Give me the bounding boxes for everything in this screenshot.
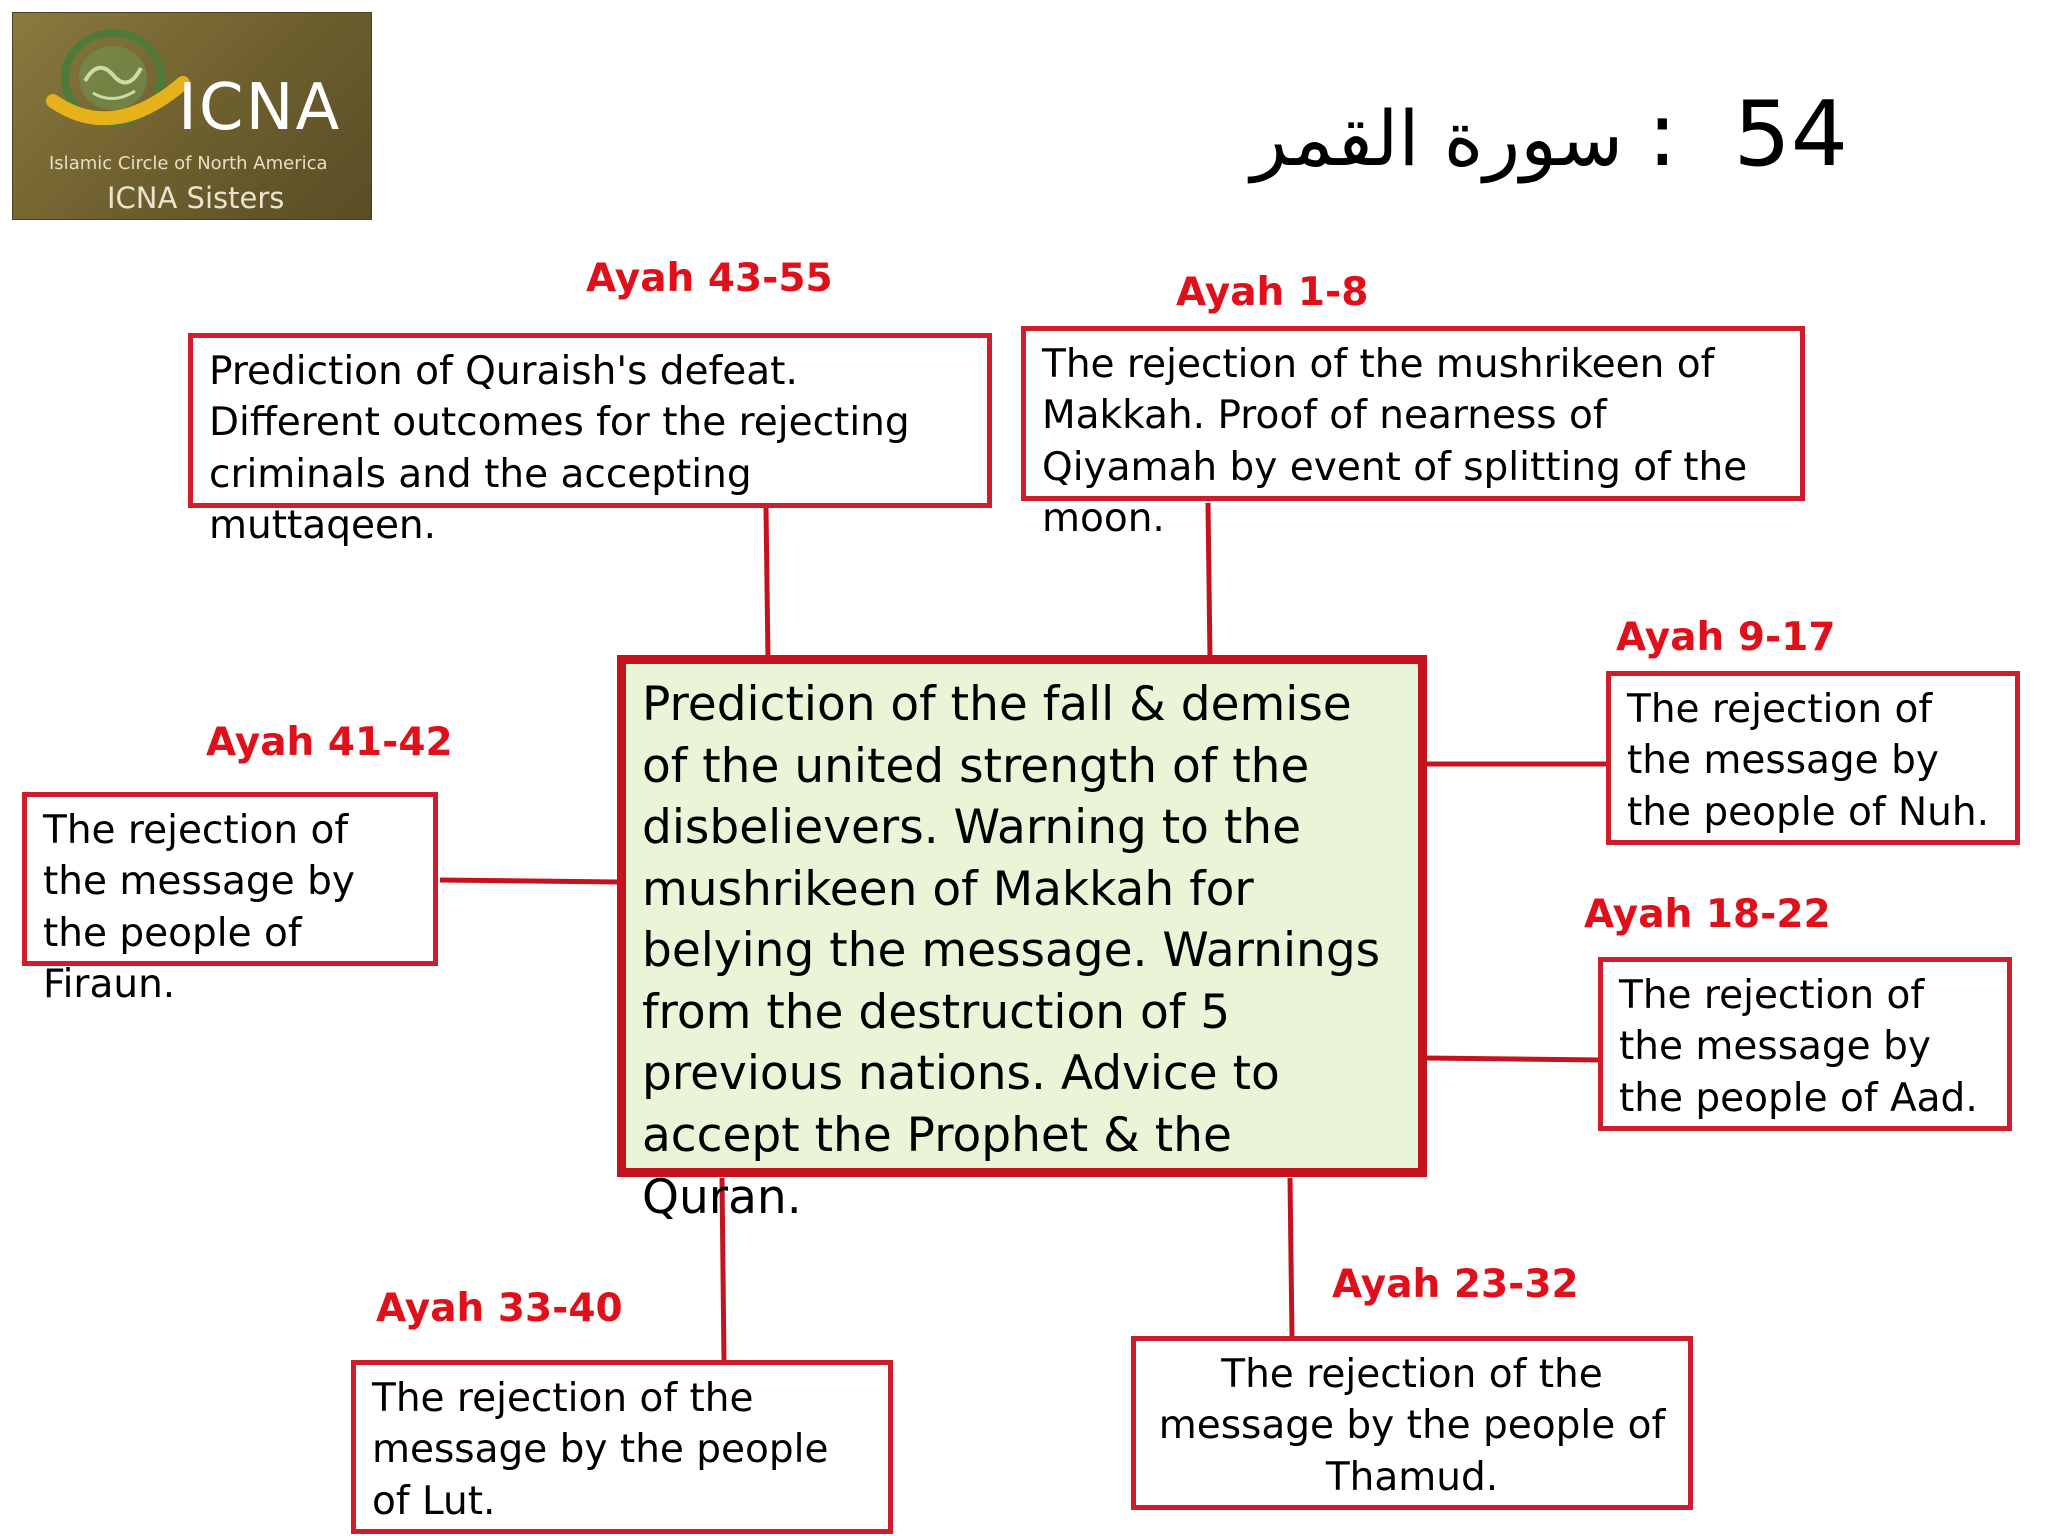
ayah-label-23-32: Ayah 23-32 xyxy=(1332,1262,1579,1307)
section-box-41-42 xyxy=(22,792,438,1008)
section-text-41-42: The rejection of the message by the people of Firaun. xyxy=(43,808,355,1008)
connector-1-8 xyxy=(1208,503,1210,660)
section-text-23-32: The rejection of the message by the people of Thamud. xyxy=(1158,1352,1666,1500)
surah-name: سورة القمر xyxy=(1250,94,1624,183)
section-box-18-22 xyxy=(1598,957,2012,1131)
section-box-1-8 xyxy=(1021,326,1805,542)
logo-caption: ICNA Sisters xyxy=(107,181,285,215)
logo-subtitle: Islamic Circle of North America xyxy=(49,153,328,174)
ayah-label-1-8: Ayah 1-8 xyxy=(1176,270,1369,315)
ayah-label-18-22: Ayah 18-22 xyxy=(1584,892,1831,937)
section-box-23-32 xyxy=(1131,1336,1693,1510)
connector-43-55 xyxy=(766,508,768,660)
section-box-33-40 xyxy=(351,1360,893,1534)
connector-18-22 xyxy=(1425,1058,1602,1060)
ayah-label-9-17: Ayah 9-17 xyxy=(1616,615,1836,660)
connector-23-32 xyxy=(1290,1178,1292,1338)
section-text-1-8: The rejection of the mushrikeen of Makkah. Proof of nearness of Qiyamah by event of splitting of the moon. xyxy=(1042,342,1748,542)
section-text-9-17: The rejection of the message by the people of Nuh. xyxy=(1627,687,1989,835)
section-box-43-55 xyxy=(188,333,992,549)
ayah-label-33-40: Ayah 33-40 xyxy=(376,1286,623,1331)
section-text-18-22: The rejection of the message by the people of Aad. xyxy=(1619,973,1978,1121)
section-box-9-17 xyxy=(1606,671,2020,845)
logo-title: ICNA xyxy=(178,71,342,145)
section-text-33-40: The rejection of the message by the people of Lut. xyxy=(372,1376,829,1524)
central-summary-box xyxy=(617,655,1427,1225)
central-summary-text: Prediction of the fall & demise of the united strength of the disbelievers. Warning to the mushrikeen of Makkah for belying the message. Warnings from the destruction of 5 previous nations. Advice to accept the Prophet & the Quran. xyxy=(642,677,1381,1225)
section-text-43-55: Prediction of Quraish's defeat. Different outcomes for the rejecting criminals and the accepting muttaqeen. xyxy=(209,349,910,549)
connector-41-42 xyxy=(440,880,620,882)
ayah-label-41-42: Ayah 41-42 xyxy=(206,720,453,765)
surah-number: 54 xyxy=(1733,82,1848,187)
surah-separator: : xyxy=(1647,82,1678,187)
ayah-label-43-55: Ayah 43-55 xyxy=(586,256,833,301)
